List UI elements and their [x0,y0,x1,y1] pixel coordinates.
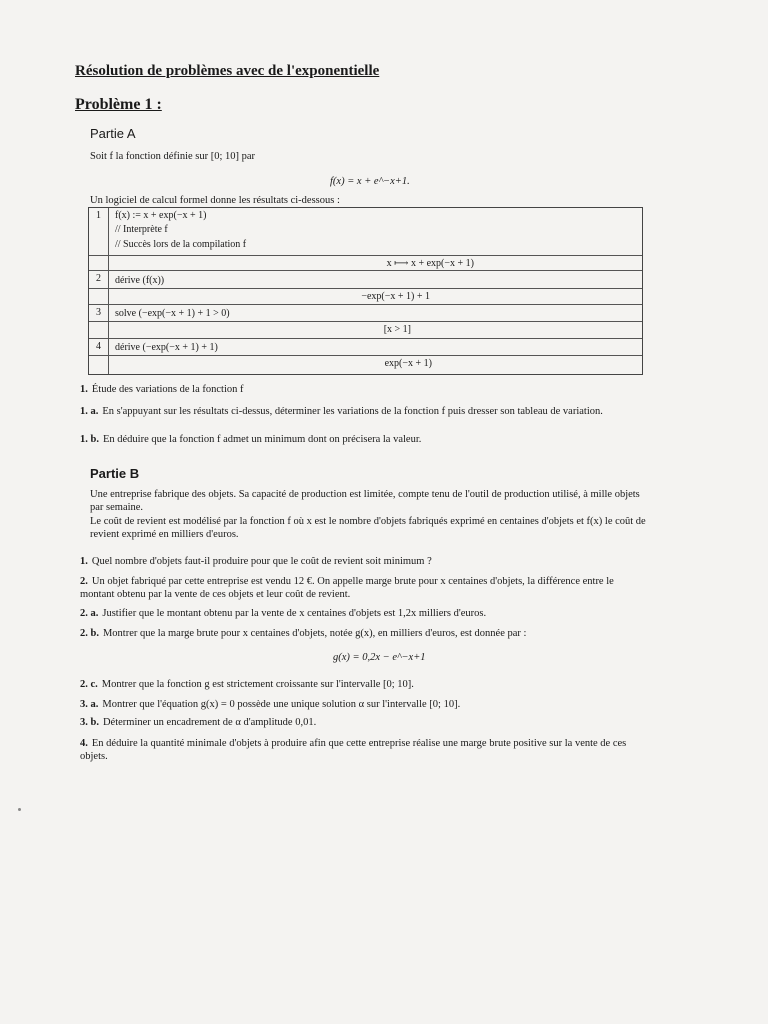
question-number: 4. [80,738,88,749]
cas-output-row-1 [89,256,642,271]
cas-input-line: // Succès lors de la compilation f [115,239,247,250]
question-b-2b [80,627,650,640]
question-number: 2. a. [80,608,99,619]
cas-input-line: // Interprète f [115,224,168,235]
question-text: Un objet fabriqué par cette entreprise est vendu 12 €. On appelle marge brute pour x centaines d'objets, la différence entre le montant obtenu par la vente de ces objets et leur coût de revient. [80,576,614,600]
cas-row-number: 4 [89,339,109,355]
question-number: 3. b. [80,717,99,728]
scan-speck [18,808,21,811]
question-number: 2. c. [80,679,98,690]
cas-row-3 [89,305,642,322]
cas-output-row-3 [89,322,642,339]
partie-b-paragraph-1: Une entreprise fabrique des objets. Sa capacité de production est limitée, compte tenu de l'outil de production utilisé, à mille objets par semaine. [90,489,640,513]
question-text: Déterminer un encadrement de α d'amplitude 0,01. [102,717,317,728]
marge-formula: g(x) = 0,2x − e^−x+1 [333,652,426,663]
cas-input-line: dérive (f(x)) [115,275,165,286]
cas-input-line: f(x) := x + exp(−x + 1) [115,210,207,221]
question-text: Justifier que le montant obtenu par la vente de x centaines d'objets est 1,2x milliers d'euros. [102,608,487,619]
partie-a-intro: Soit f la fonction définie sur [0; 10] par [90,151,256,162]
question-text: En s'appuyant sur les résultats ci-dessus, déterminer les variations de la fonction f puis dresser son tableau de variation. [102,406,603,417]
cas-output: exp(−x + 1) [384,358,432,369]
question-text: Montrer que la fonction g est strictement croissante sur l'intervalle [0; 10]. [101,679,414,690]
question-number: 1. [80,556,88,567]
question-b-2 [80,575,650,601]
cas-output: x ⟼ x + exp(−x + 1) [386,258,474,269]
question-number: 1. a. [80,406,99,417]
question-text: En déduire la quantité minimale d'objets à produire afin que cette entreprise réalise une marge brute positive sur la vente de ces objets. [80,738,627,762]
cas-output: −exp(−x + 1) + 1 [361,291,430,302]
question-text: En déduire que la fonction f admet un minimum dont on précisera la valeur. [102,434,422,445]
question-b-2a [80,607,650,620]
question-text: Montrer que l'équation g(x) = 0 possède une unique solution α sur l'intervalle [0; 10]. [102,699,461,710]
question-a-1a [80,405,650,418]
question-b-2c [80,678,650,691]
question-number: 2. [80,576,88,587]
partie-a-heading: Partie A [90,126,136,141]
cas-row-number: 3 [89,305,109,321]
cas-output-row-2 [89,289,642,305]
partie-b-paragraph-2: Le coût de revient est modélisé par la fonction f où x est le nombre d'objets fabriqués exprimé en centaines d'objets et f(x) le coût de revient exprimé en milliers d'euros. [90,516,646,540]
cas-table [88,207,643,375]
cas-row-1 [89,208,642,256]
problem-heading: Problème 1 : [75,96,162,113]
question-text: Étude des variations de la fonction f [91,384,244,395]
question-b-3a [80,698,650,711]
cas-input-line: solve (−exp(−x + 1) + 1 > 0) [115,308,230,319]
function-formula: f(x) = x + e^−x+1. [330,176,410,187]
question-b-4 [80,737,650,763]
cas-row-number: 2 [89,271,109,288]
question-number: 1. b. [80,434,99,445]
cas-output: [x > 1] [383,324,411,335]
cas-output-row-4 [89,356,642,374]
question-text: Quel nombre d'objets faut-il produire pour que le coût de revient soit minimum ? [91,556,432,567]
logiciel-text: Un logiciel de calcul formel donne les résultats ci-dessous : [90,195,340,206]
question-text: Montrer que la marge brute pour x centaines d'objets, notée g(x), en milliers d'euros, est donnée par : [102,628,527,639]
question-b-1 [80,555,650,568]
question-a-1 [80,383,650,396]
question-number: 1. [80,384,88,395]
cas-row-number: 1 [89,208,109,255]
cas-input-line: dérive (−exp(−x + 1) + 1) [115,342,218,353]
question-number: 3. a. [80,699,99,710]
cas-row-2 [89,271,642,289]
partie-b-heading: Partie B [90,466,140,481]
question-b-3b [80,716,650,729]
question-a-1b [80,433,650,446]
cas-row-4 [89,339,642,356]
question-number: 2. b. [80,628,99,639]
document-title: Résolution de problèmes avec de l'exponentielle [75,63,380,79]
